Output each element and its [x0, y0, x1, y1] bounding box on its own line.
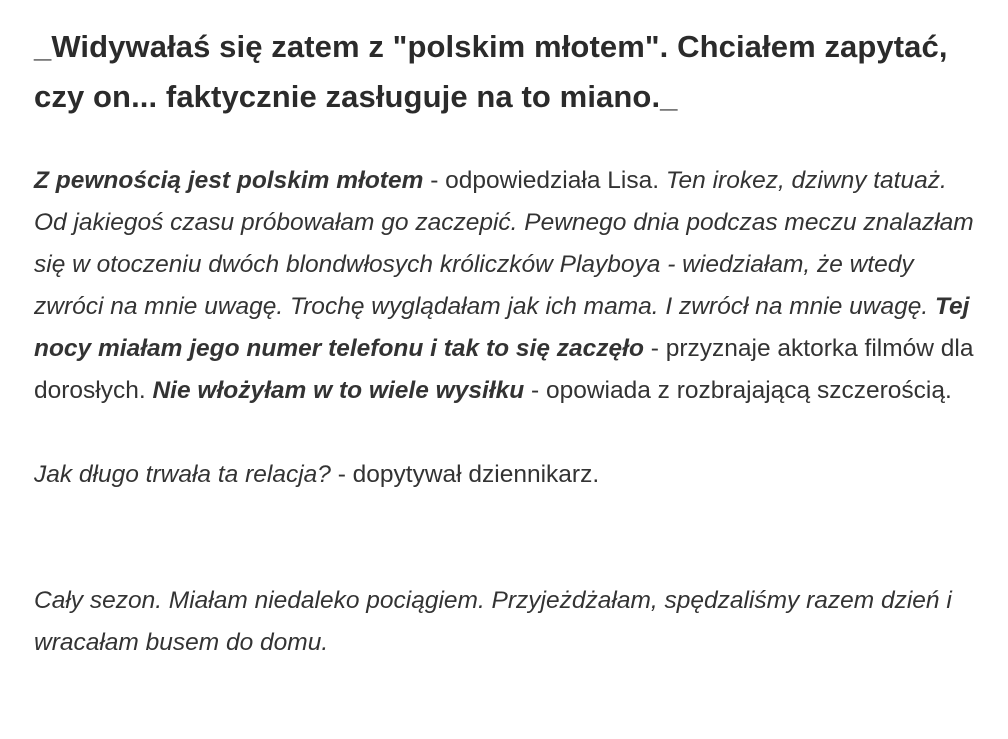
quote-text-inner: Nie włożyłam w to wiele wysiłku	[152, 377, 525, 404]
question-text: Jak długo trwała ta relacja?	[34, 461, 331, 488]
paragraph-lisa-answer	[34, 160, 974, 412]
quote-text-inner: Z pewnością jest polskim młotem	[34, 167, 424, 194]
quote-text	[34, 167, 423, 194]
narration-text: - odpowiedziała Lisa.	[423, 167, 666, 194]
quote-text-inner: Tej nocy miałam jego numer telefonu i tak to się zaczęło	[34, 293, 970, 362]
article-body	[34, 22, 974, 664]
quote-text	[152, 377, 524, 404]
paragraph-season-answer	[34, 580, 974, 664]
article-heading: _Widywałaś się zatem z "polskim młotem". Chciałem zapytać, czy on... faktycznie zasługuje na to miano._	[34, 29, 948, 114]
narration-text: - przyznaje aktorka filmów dla dorosłych.	[34, 335, 974, 404]
quote-text: Cały sezon. Miałam niedaleko pociągiem. Przyjeżdżałam, spędzaliśmy razem dzień i wracałam busem do domu.	[34, 587, 952, 656]
narration-text: - opowiada z rozbrajającą szczerością.	[524, 377, 952, 404]
narration-text: - dopytywał dziennikarz.	[330, 461, 600, 488]
paragraph-question	[34, 454, 974, 496]
quote-text: Ten irokez, dziwny tatuaż. Od jakiegoś czasu próbowałam go zaczepić. Pewnego dnia podczas meczu znalazłam się w otoczeniu dwóch blondwłosych króliczków Playboya - wiedziałam, że wtedy zwróci na mnie uwagę. Trochę wyglądałam jak ich mama. I zwrócł na mnie uwagę.	[34, 167, 974, 320]
